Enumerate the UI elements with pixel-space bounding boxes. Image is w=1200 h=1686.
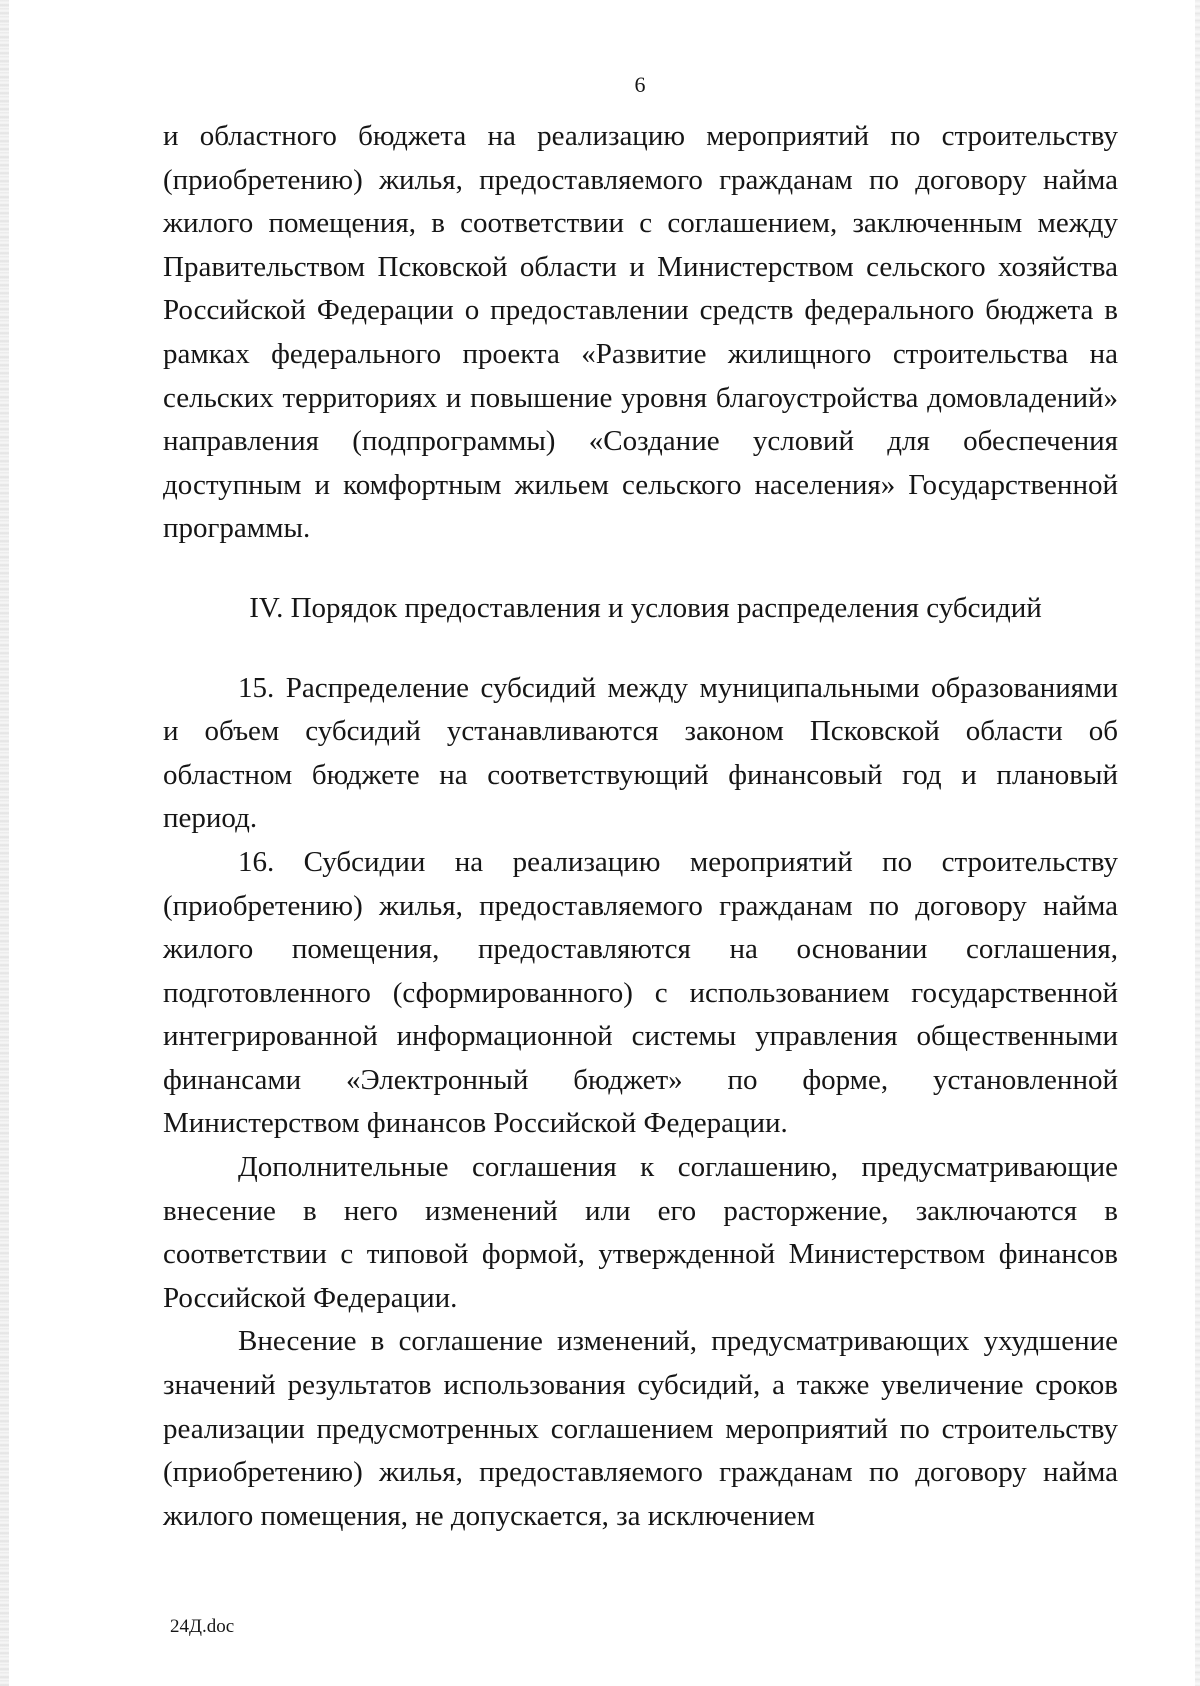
paragraph-16: 16. Субсидии на реализацию мероприятий по строительству (приобретению) жилья, предоставляемого гражданам по договору найма жилого помещения, предоставляются на основании соглашения, подготовленного (сформированного) с использованием государственной интегрированной информационной системы управления общественными финансами «Электронный бюджет» по форме, установленной Министерством финансов Российской Федерации. xyxy=(163,845,1118,1140)
scan-edge-right xyxy=(1195,0,1200,1686)
paragraph-15: 15. Распределение субсидий между муниципальными образованиями и объем субсидий устанавливаются законом Псковской области об областном бюджете на соответствующий финансовый год и плановый период. xyxy=(163,671,1118,835)
page-number: 6 xyxy=(634,72,646,97)
paragraph-additional-agreements: Дополнительные соглашения к соглашению, предусматривающие внесение в него изменений или его расторжение, заключаются в соответствии с типовой формой, утвержденной Министерством финансов Российской Федерации. xyxy=(163,1151,1118,1314)
section-heading: IV. Порядок предоставления и условия распределения субсидий xyxy=(249,591,1042,624)
document-body xyxy=(163,115,1118,1538)
paragraph-continuation: и областного бюджета на реализацию мероприятий по строительству (приобретению) жилья, предоставляемого гражданам по договору найма жилого помещения, в соответствии с соглашением, заключенным между Правительством Псковской области и Министерством сельского хозяйства Российской Федерации о предоставлении средств федерального бюджета в рамках федерального проекта «Развитие жилищного строительства на сельских территориях и повышение уровня благоустройства домовладений» направления (подпрограммы) «Создание условий для обеспечения доступным и комфортным жильем сельского населения» Государственной программы. xyxy=(163,120,1118,545)
footer-file-name: 24Д.doc xyxy=(170,1616,235,1637)
scan-edge-left xyxy=(0,0,9,1686)
paragraph-agreement-changes: Внесение в соглашение изменений, предусматривающих ухудшение значений результатов использования субсидий, а также увеличение сроков реализации предусмотренных соглашением мероприятий по строительству (приобретению) жилья, предоставляемого гражданам по договору найма жилого помещения, не допускается, за исключением xyxy=(163,1325,1118,1532)
